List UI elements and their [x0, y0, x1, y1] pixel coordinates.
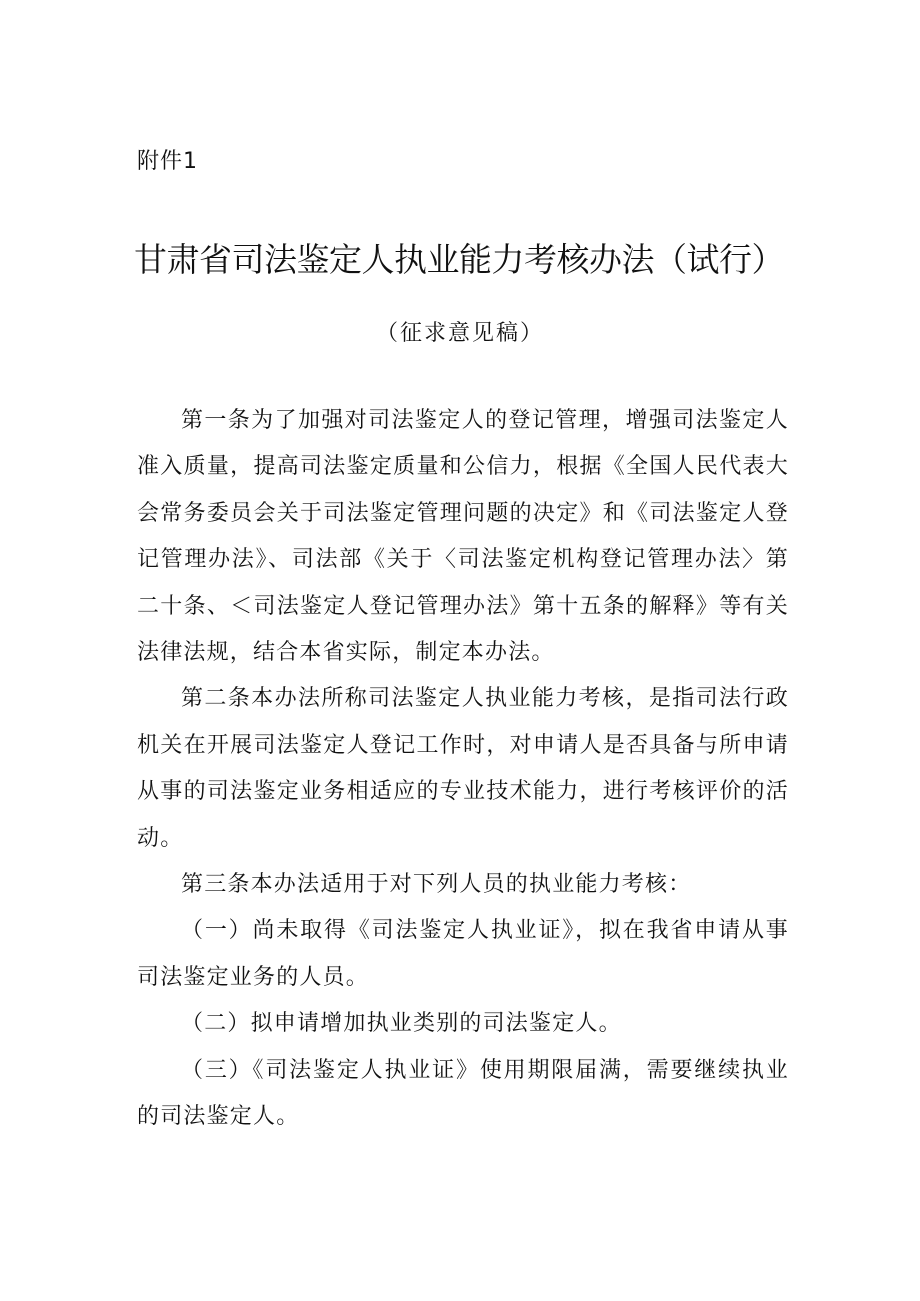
document-title: 甘肃省司法鉴定人执业能力考核办法（试行）: [134, 240, 784, 279]
article-3-item-1: （一）尚未取得《司法鉴定人执业证》，拟在我省申请从事司法鉴定业务的人员。: [137, 918, 789, 990]
article-3-item-3: （三）《司法鉴定人执业证》使用期限届满，需要继续执业的司法鉴定人。: [137, 1057, 789, 1130]
article-1-paragraph: 第一条为了加强对司法鉴定人的登记管理，增强司法鉴定人准入质量，提高司法鉴定质量和公信力，根据《全国人民代表大会常务委员会关于司法鉴定管理问题的决定》和《司法鉴定人登记管理办法》、司法部《关于〈司法鉴定机构登记管理办法〉第二十条、＜司法鉴定人登记管理办法》第十五条的解释》等有关法律法规，结合本省实际，制定本办法。: [137, 408, 789, 666]
document-body: [137, 398, 789, 1141]
article-2-paragraph: 第二条本办法所称司法鉴定人执业能力考核，是指司法行政机关在开展司法鉴定人登记工作时，对申请人是否具备与所申请从事的司法鉴定业务相适应的专业技术能力，进行考核评价的活动。: [137, 686, 789, 851]
article-3-paragraph: 第三条本办法适用于对下列人员的执业能力考核：: [181, 872, 692, 898]
article-3-item-2: （二）拟申请增加执业类别的司法鉴定人。: [181, 1011, 622, 1037]
attachment-label: 附件1: [137, 149, 198, 174]
document-subtitle: （征求意见稿）: [375, 321, 544, 346]
